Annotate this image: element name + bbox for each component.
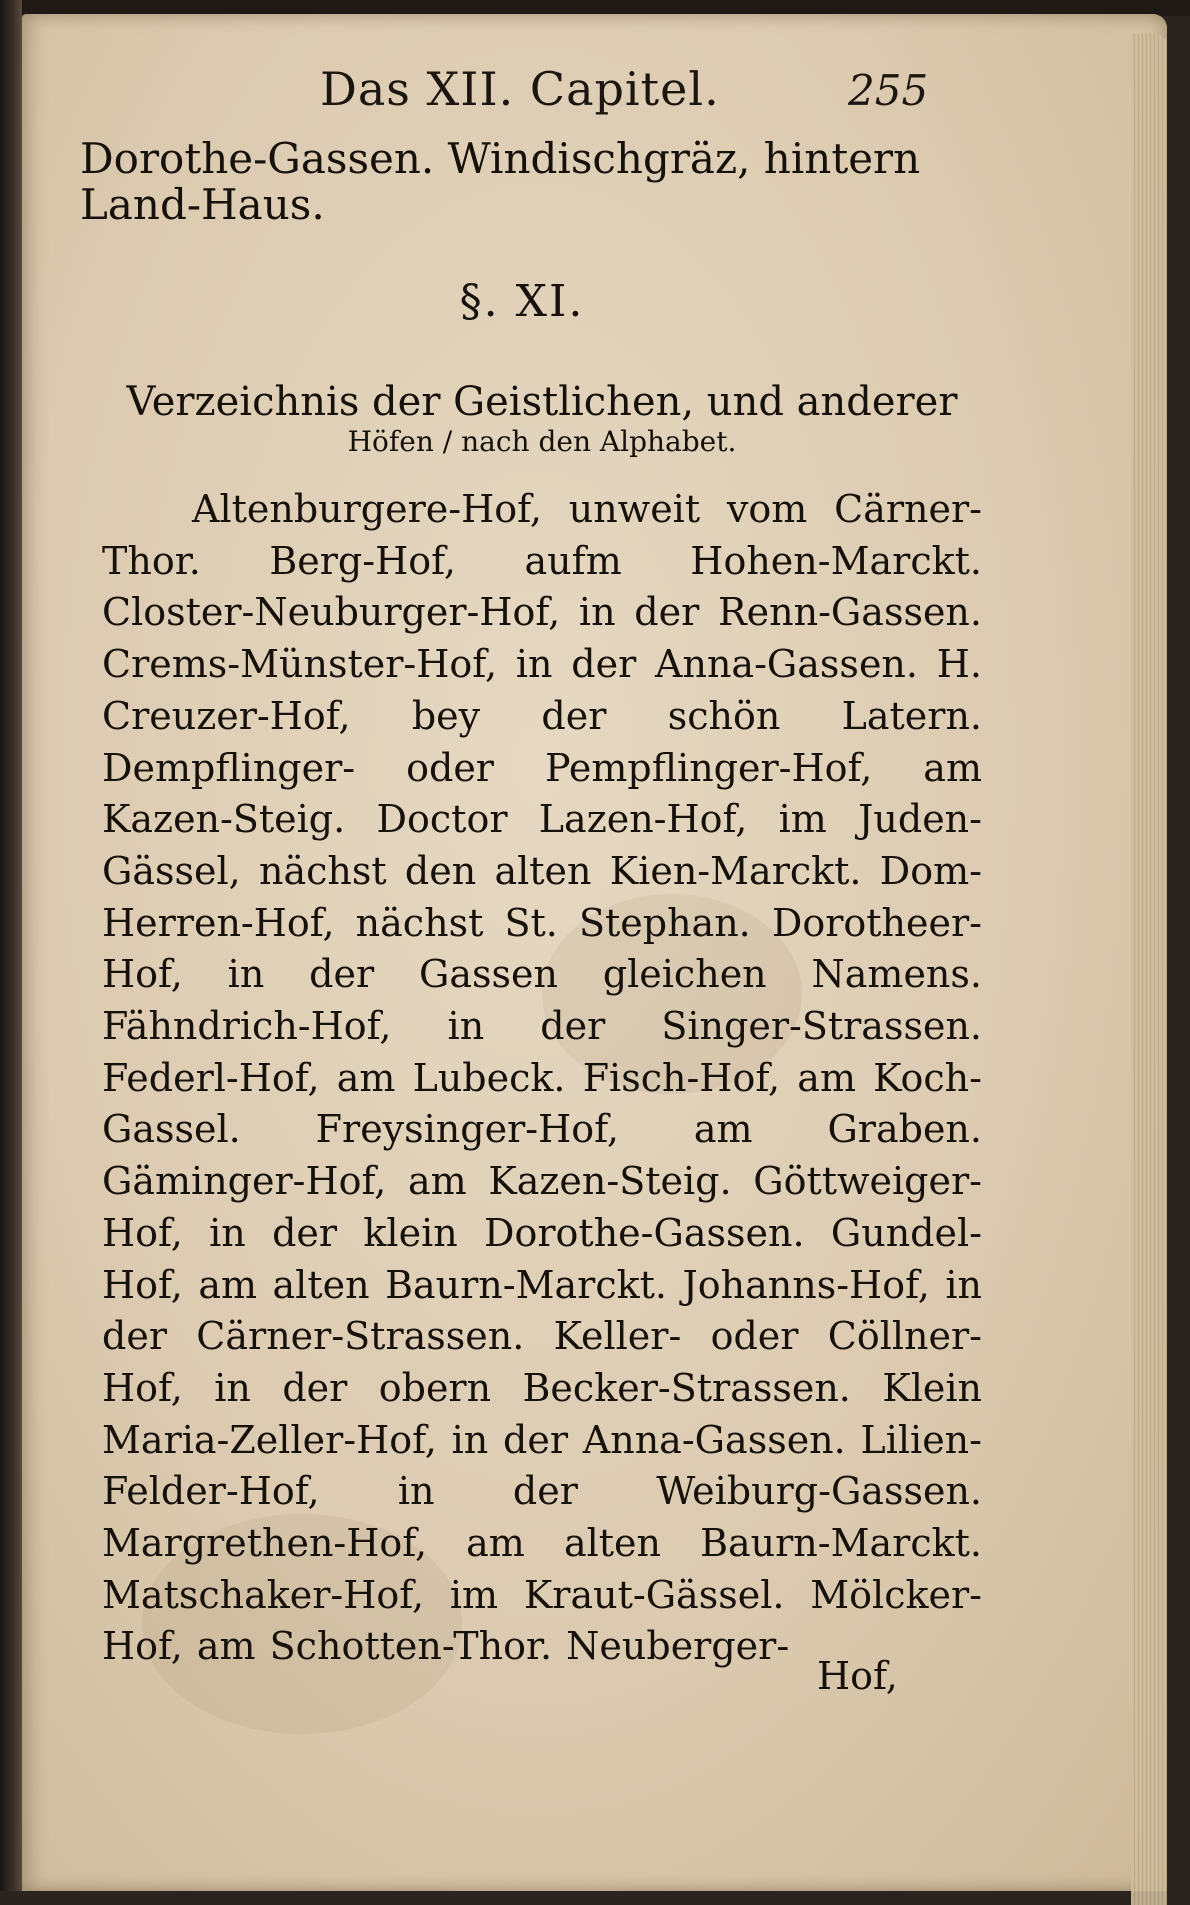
- entries-paragraph: Altenburgere-Hof, unweit vom Cärner-Thor. Berg-Hof, aufm Hohen-Marckt. Closter-Neuburger-Hof, in der Renn-Gassen. Crems-Münster-Hof, in der Anna-Gassen. H. Creuzer-Hof, bey der schön Latern. Dempflinger- oder Pempflinger-Hof, am Kazen-Steig. Doctor Lazen-Hof, im Juden-Gässel, nächst den alten Kien-Marckt. Dom-Herren-Hof, nächst St. Stephan. Dorotheer-Hof, in der Gassen gleichen Namens. Fähndrich-Hof, in der Singer-Strassen. Federl-Hof, am Lubeck. Fisch-Hof, am Koch-Gassel. Freysinger-Hof, am Graben. Gäminger-Hof, am Kazen-Steig. Göttweiger-Hof, in der klein Dorothe-Gassen. Gundel-Hof, am alten Baurn-Marckt. Johanns-Hof, in der Cärner-Strassen. Keller- oder Cöllner-Hof, in der obern Becker-Strassen. Klein Maria-Zeller-Hof, in der Anna-Gassen. Lilien-Felder-Hof, in der Weiburg-Gassen. Margrethen-Hof, am alten Baurn-Marckt. Matschaker-Hof, im Kraut-Gässel. Mölcker-Hof, am Schotten-Thor. Neuberger-: [102, 487, 982, 1669]
- running-header: [22, 62, 1167, 122]
- intro-paragraph: Dorothe-Gassen. Windischgräz, hintern Land-Haus.: [80, 134, 921, 229]
- book-page: [22, 14, 1167, 1891]
- catchword: Hof,: [817, 1654, 898, 1698]
- section-number: §. XI.: [459, 276, 585, 327]
- section-heading: [102, 379, 982, 459]
- heading-sub: Höfen / nach den Alphabet.: [347, 425, 737, 458]
- chapter-title: Das XII. Capitel.: [320, 62, 720, 116]
- book-binding-edge: [0, 0, 22, 1891]
- page-stack-edges: [1131, 34, 1167, 1905]
- page-number: 255: [848, 66, 929, 115]
- heading-main: Verzeichnis der Geistlichen, und anderer: [126, 379, 958, 425]
